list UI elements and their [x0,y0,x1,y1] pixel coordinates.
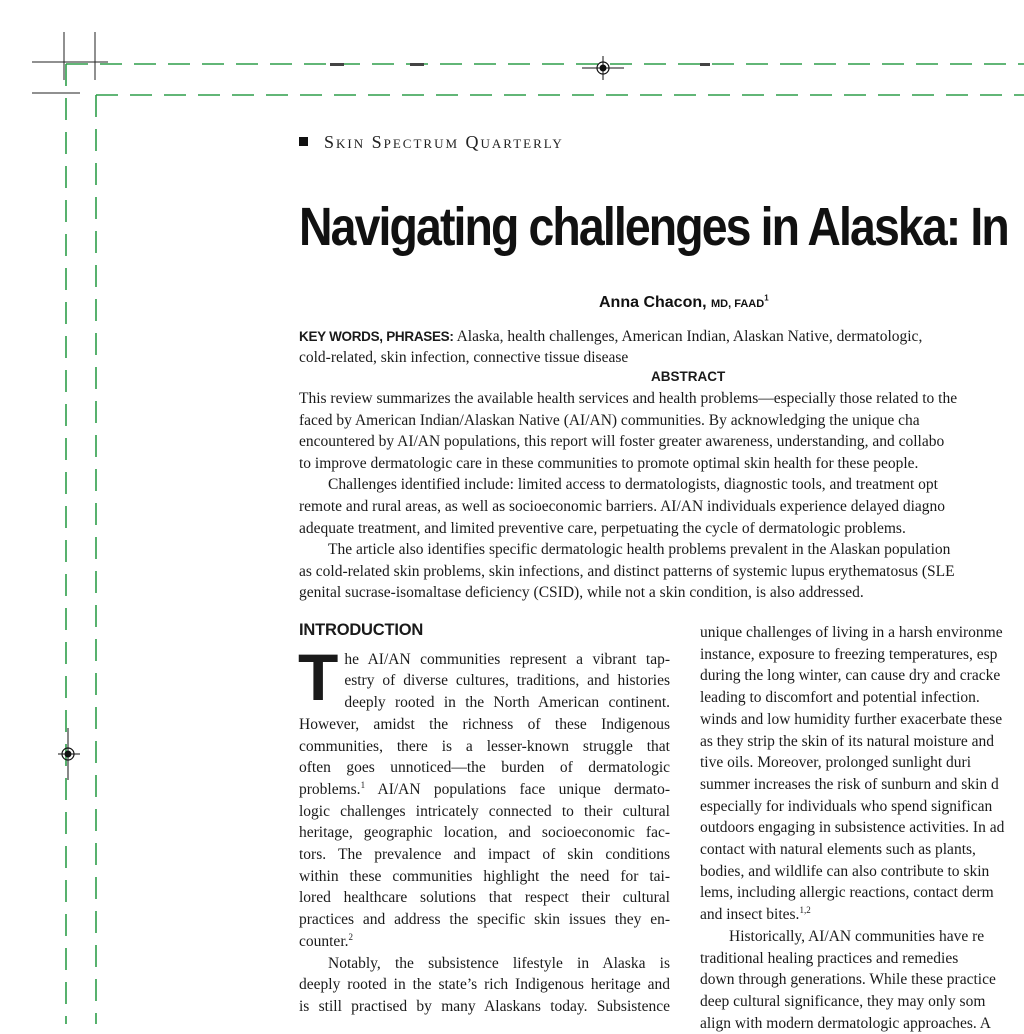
abstract-line: as cold-related skin problems, skin infections, and distinct patterns of systemic lupus erythematosus (SLE [299,562,955,580]
header-square-icon [299,137,308,146]
registration-mark-left [58,728,80,780]
body-column-right [700,622,1024,1034]
author-name: Anna Chacon, [599,294,707,311]
body-line: unique challenges of living in a harsh environme [700,624,1003,641]
body-line: leading to discomfort and potential infection. [700,689,980,707]
body-line: he AI/AN communities represent a vibrant tap- [344,650,670,668]
abstract-line: faced by American Indian/Alaskan Native (AI/AN) communities. By acknowledging the unique cha [299,411,920,429]
body-text: counter. [299,932,349,950]
body-line: as they strip the skin of its natural moisture and [700,732,995,750]
running-header [299,132,564,153]
keywords-text-2: cold-related, skin infection, connective tissue disease [299,349,629,366]
body-text: AI/AN populations face unique dermato- [377,780,671,798]
body-column-left [299,620,670,1018]
abstract-line: This review summarizes the available health services and health problems—especially those related to the [299,390,958,407]
body-line-with-ref [299,779,670,801]
author-credentials: MD, FAAD [711,298,765,310]
abstract-body [299,388,1024,604]
body-line: outdoors engaging in subsistence activities. In ad [700,819,1005,837]
citation-ref: 1,2 [799,904,811,915]
keywords-label: KEY WORDS, PHRASES: [299,329,454,344]
author-affiliation-ref: 1 [764,293,769,303]
article-title: Navigating challenges in Alaska: In [299,197,1008,257]
body-line: However, amidst the richness of these Indigenous [299,715,670,733]
body-line: within these communities highlight the need for tai- [299,867,670,885]
abstract-line: adequate treatment, and limited preventive care, perpetuating the cycle of dermatologic problems. [299,519,906,537]
abstract-line: to improve dermatologic care in these communities to promote optimal skin health for these people. [299,454,919,472]
body-line: deep cultural significance, they may only som [700,992,986,1010]
body-line: logic challenges intricately connected to their cultural [299,802,670,820]
abstract-line: The article also identifies specific dermatologic health problems prevalent in the Alaskan population [328,541,951,559]
abstract-line: remote and rural areas, as well as socioeconomic barriers. AI/AN individuals experience delayed diagno [299,497,946,515]
body-line: contact with natural elements such as plants, [700,841,976,859]
abstract-line: Challenges identified include: limited access to dermatologists, diagnostic tools, and treatment opt [328,476,938,494]
body-line-with-ref [299,931,670,953]
body-line: lored healthcare solutions that respect their cultural [299,889,670,907]
body-line: heritage, geographic location, and socioeconomic fac- [299,824,670,842]
drop-cap: T [298,639,339,714]
body-line: Notably, the subsistence lifestyle in Alaska is [328,954,670,972]
body-line: deeply rooted in the North American continent. [344,694,670,712]
journal-name: Skin Spectrum Quarterly [324,132,564,152]
body-line-with-ref [700,904,1024,926]
body-line: during the long winter, can cause dry and cracke [700,667,1001,685]
citation-ref: 1 [360,779,366,790]
body-line: estry of diverse cultures, traditions, and histories [344,672,670,690]
abstract-heading: ABSTRACT [651,369,726,384]
body-line: instance, exposure to freezing temperatures, esp [700,645,998,663]
body-text: problems. [299,780,361,798]
body-line: winds and low humidity further exacerbate these [700,710,1003,728]
body-line: Historically, AI/AN communities have re [729,927,985,945]
body-text: and insect bites. [700,906,800,924]
abstract-line: encountered by AI/AN populations, this report will foster greater awareness, understanding, and collabo [299,433,945,451]
body-line: down through generations. While these practice [700,971,996,989]
abstract-line: genital sucrase-isomaltase deficiency (CSID), while not a skin condition, is also addressed. [299,584,864,602]
author-line [599,294,769,312]
introduction-heading: INTRODUCTION [299,621,424,639]
body-line: traditional healing practices and remedies [700,949,959,967]
body-line: especially for individuals who spend significan [700,797,993,815]
body-line: deeply rooted in the state’s rich Indigenous heritage and [299,976,670,994]
body-line: practices and address the specific skin issues they en- [299,911,670,929]
body-line: lems, including allergic reactions, contact derm [700,884,994,902]
keywords-text-1: Alaska, health challenges, American Indian, Alaskan Native, dermatologic, [456,328,923,345]
keywords [299,326,999,368]
article-page [298,0,1024,1032]
body-line: summer increases the risk of sunburn and skin d [700,775,999,793]
citation-ref: 2 [348,931,353,942]
body-line: tors. The prevalence and impact of skin conditions [299,846,670,864]
body-line: tive oils. Moreover, prolonged sunlight duri [700,754,972,772]
body-line: communities, there is a lesser-known struggle that [299,737,670,755]
body-line: bodies, and wildlife can also contribute to skin [700,862,990,880]
body-line: often goes unnoticed—the burden of dermatologic [299,759,670,777]
body-line: align with modern dermatologic approaches. A [700,1014,991,1032]
body-line: is still practised by many Alaskans today. Subsistence [299,997,670,1015]
